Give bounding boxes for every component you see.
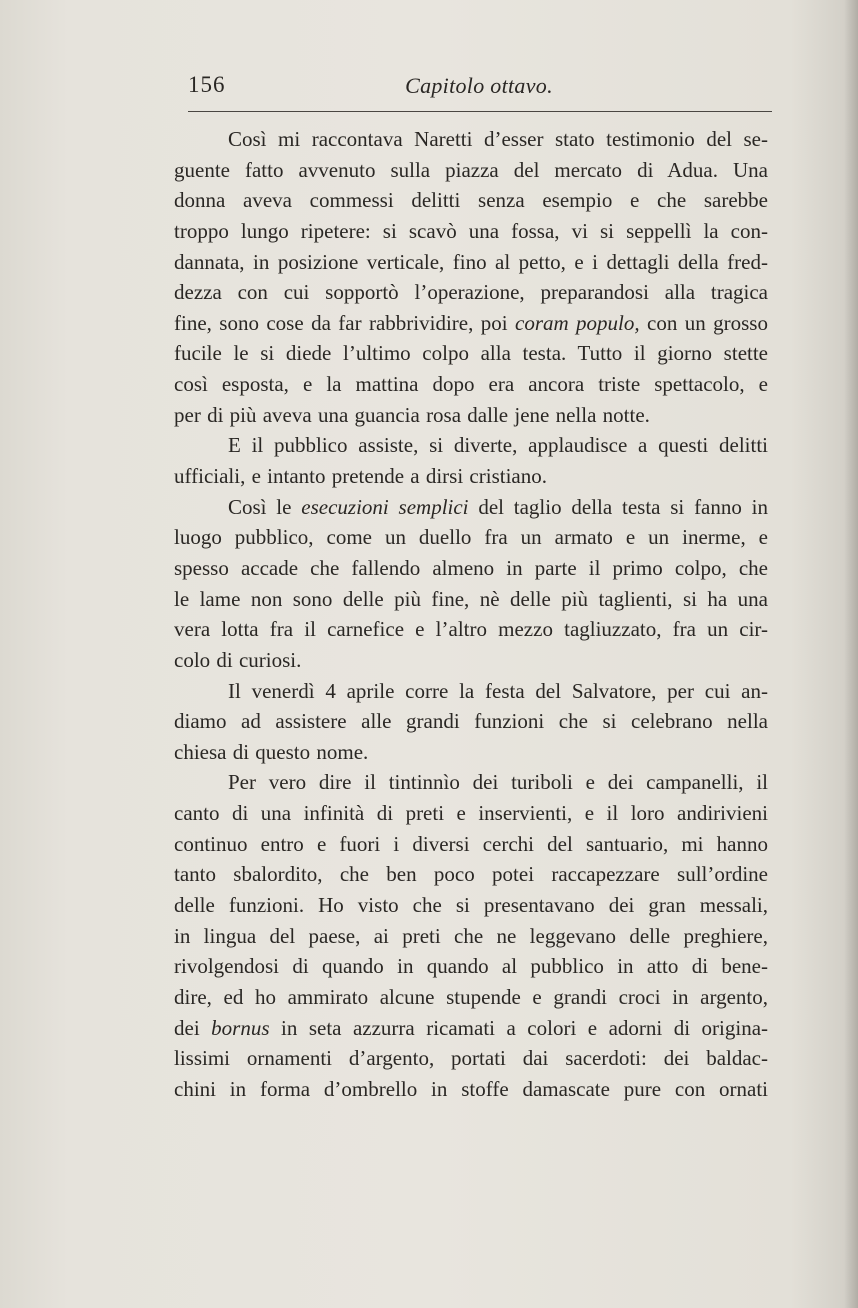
- text-run: colo di curiosi.: [174, 647, 302, 672]
- text-line: [174, 400, 768, 431]
- text-line: [174, 645, 768, 676]
- text-run: guente fatto avvenuto sulla piazza del mercato di Adua. Una: [174, 157, 768, 182]
- text-line: [174, 522, 768, 553]
- italic-phrase: esecuzioni semplici: [301, 494, 469, 519]
- italic-phrase: bornus: [211, 1015, 270, 1040]
- text-line: [174, 308, 768, 339]
- text-line: [174, 185, 768, 216]
- text-line: [174, 951, 768, 982]
- text-line: [174, 247, 768, 278]
- text-run: per di più aveva una guancia rosa dalle jene nella notte.: [174, 402, 650, 427]
- text-run: chiesa di questo nome.: [174, 739, 369, 764]
- page-header: [188, 72, 770, 104]
- text-line: [174, 1074, 768, 1105]
- text-run: con un grosso: [639, 310, 768, 335]
- body-text: [174, 124, 768, 1105]
- text-run: dire, ed ho ammirato alcune stupende e grandi croci in argento,: [174, 984, 768, 1009]
- page-edge-shadow: [844, 0, 858, 1308]
- text-run: in lingua del paese, ai preti che ne leggevano delle preghiere,: [174, 923, 768, 948]
- text-run: fine, sono cose da far rabbrividire, poi: [174, 310, 515, 335]
- text-run: le lame non sono delle più fine, nè delle più taglienti, si ha una: [174, 586, 768, 611]
- page-number: 156: [188, 72, 226, 97]
- text-run: donna aveva commessi delitti senza esempio e che sarebbe: [174, 188, 768, 213]
- text-line: [174, 829, 768, 860]
- text-run: in seta azzurra ricamati a colori e adorni di origina-: [269, 1015, 769, 1040]
- text-run: ufficiali, e intanto pretende a dirsi cristiano.: [174, 464, 547, 489]
- text-line: [174, 982, 768, 1013]
- text-line: [174, 584, 768, 615]
- text-run: Così le: [228, 494, 302, 519]
- text-run: spesso accade che fallendo almeno in parte il primo colpo, che: [174, 555, 768, 580]
- text-line: [174, 461, 768, 492]
- text-line: [174, 706, 768, 737]
- text-line: [174, 492, 768, 523]
- text-run: canto di una infinità di preti e inservienti, e il loro andirivieni: [174, 801, 768, 826]
- text-line: [174, 767, 768, 798]
- text-line: [174, 737, 768, 768]
- text-line: [174, 155, 768, 186]
- text-run: dei: [174, 1015, 212, 1040]
- text-run: lissimi ornamenti d’argento, portati dai sacerdoti: dei baldac-: [174, 1046, 768, 1071]
- text-run: Così mi raccontava Naretti d’esser stato testimonio del se-: [228, 127, 768, 151]
- text-run: dannata, in posizione verticale, fino al petto, e i dettagli della fred-: [174, 249, 768, 274]
- text-line: [174, 124, 768, 155]
- text-run: tanto sbalordito, che ben poco potei raccapezzare sull’ordine: [174, 862, 768, 887]
- text-line: [174, 1043, 768, 1074]
- italic-phrase: coram populo,: [515, 310, 640, 335]
- text-run: E il pubblico assiste, si diverte, applaudisce a questi delitti: [228, 433, 768, 458]
- text-line: [174, 338, 768, 369]
- text-line: [174, 430, 768, 461]
- text-run: Il venerdì 4 aprile corre la festa del Salvatore, per cui an-: [228, 678, 768, 703]
- text-line: [174, 1013, 768, 1044]
- text-line: [174, 798, 768, 829]
- text-line: [174, 921, 768, 952]
- text-line: [174, 277, 768, 308]
- text-run: chini in forma d’ombrello in stoffe damascate pure con ornati: [174, 1076, 768, 1101]
- text-line: [174, 553, 768, 584]
- text-run: troppo lungo ripetere: si scavò una fossa, vi si seppellì la con-: [174, 218, 768, 243]
- text-run: diamo ad assistere alle grandi funzioni che si celebrano nella: [174, 709, 768, 734]
- header-rule: [188, 111, 772, 112]
- text-line: [174, 216, 768, 247]
- text-run: così esposta, e la mattina dopo era ancora triste spettacolo, e: [174, 372, 768, 397]
- text-line: [174, 614, 768, 645]
- text-run: rivolgendosi di quando in quando al pubblico in atto di bene-: [174, 954, 768, 979]
- running-title: Capitolo ottavo.: [405, 73, 553, 98]
- text-line: [174, 890, 768, 921]
- text-line: [174, 859, 768, 890]
- text-run: fucile le si diede l’ultimo colpo alla testa. Tutto il giorno stette: [174, 341, 768, 366]
- text-run: delle funzioni. Ho visto che si presentavano dei gran messali,: [174, 893, 768, 918]
- text-run: del taglio della testa si fanno in: [468, 494, 769, 519]
- text-line: [174, 676, 768, 707]
- text-run: Per vero dire il tintinnìo dei turiboli e dei campanelli, il: [228, 770, 768, 795]
- text-run: dezza con cui sopportò l’operazione, preparandosi alla tragica: [174, 280, 768, 305]
- text-run: vera lotta fra il carnefice e l’altro mezzo tagliuzzato, fra un cir-: [174, 617, 768, 642]
- text-run: luogo pubblico, come un duello fra un armato e un inerme, e: [174, 525, 768, 550]
- text-run: continuo entro e fuori i diversi cerchi del santuario, mi hanno: [174, 831, 768, 856]
- text-line: [174, 369, 768, 400]
